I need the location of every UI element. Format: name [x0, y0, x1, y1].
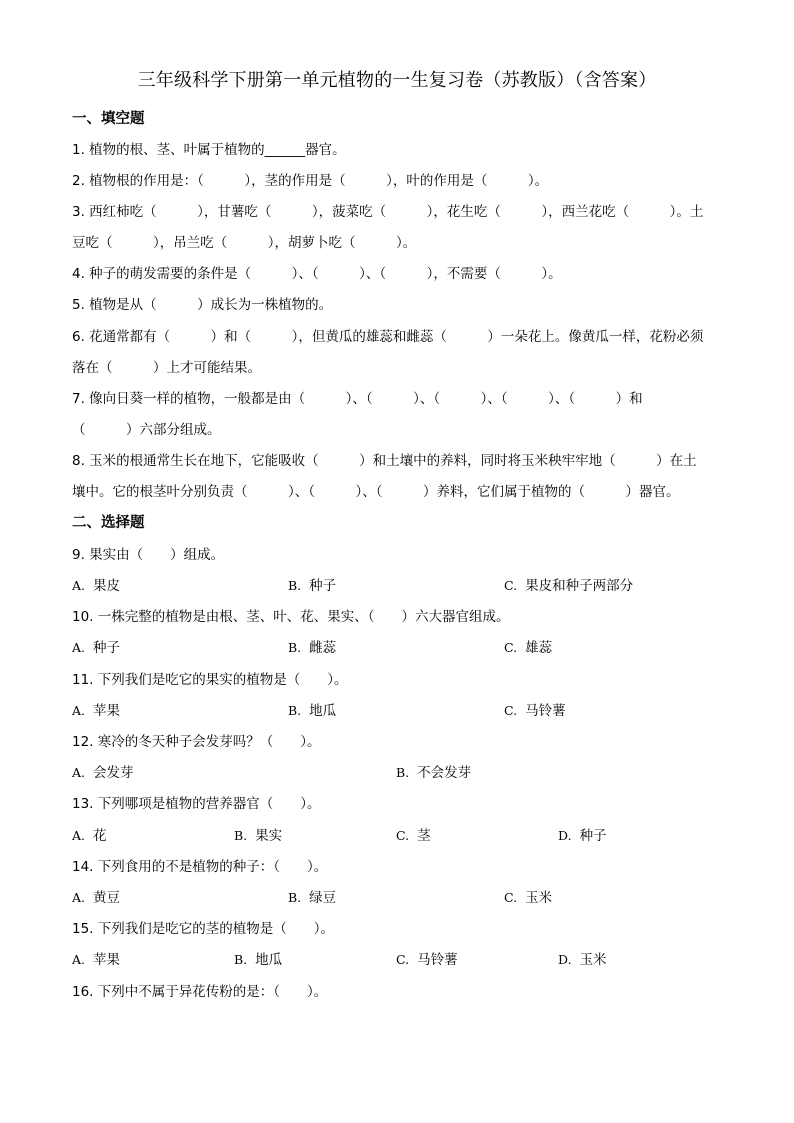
question-11: 11. 下列我们是吃它的果实的植物是（ ）。 [72, 672, 348, 688]
option-b: B. 绿豆 [288, 890, 337, 906]
option-a: A. 果皮 [72, 578, 121, 594]
question-10: 10. 一株完整的植物是由根、茎、叶、花、果实、（ ）六大器官组成。 [72, 609, 510, 625]
question-6-continued: 落在（ ）上才可能结果。 [72, 360, 261, 376]
option-d: D. 种子 [558, 828, 607, 844]
option-a: A. 会发芽 [72, 765, 134, 781]
question-13: 13. 下列哪项是植物的营养器官（ ）。 [72, 796, 321, 812]
option-a: A. 黄豆 [72, 890, 121, 906]
question-12: 12. 寒冷的冬天种子会发芽吗？（ ）。 [72, 734, 321, 750]
section-heading-fill-in: 一、填空题 [72, 111, 145, 127]
option-c: C. 马铃薯 [504, 703, 566, 719]
question-15: 15. 下列我们是吃它的茎的植物是（ ）。 [72, 921, 335, 937]
section-heading-choice: 二、选择题 [72, 515, 145, 531]
option-b: B. 地瓜 [234, 952, 283, 968]
option-b: B. 种子 [288, 578, 337, 594]
question-5: 5. 植物是从（ ）成长为一株植物的。 [72, 297, 333, 313]
option-b: B. 雌蕊 [288, 640, 337, 656]
option-c: C. 果皮和种子两部分 [504, 578, 634, 594]
option-c: C. 茎 [396, 828, 431, 844]
question-8: 8. 玉米的根通常生长在地下，它能吸收（ ）和土壤中的养料，同时将玉米秧牢牢地（ ）在土 [72, 453, 697, 469]
option-b: B. 地瓜 [288, 703, 337, 719]
question-3: 3. 西红柿吃（ ），甘薯吃（ ），菠菜吃（ ），花生吃（ ），西兰花吃（ ）。土 [72, 204, 704, 220]
option-c: C. 马铃薯 [396, 952, 458, 968]
option-b: B. 不会发芽 [396, 765, 472, 781]
question-14: 14. 下列食用的不是植物的种子：（ ）。 [72, 859, 328, 875]
question-7-continued: （ ）六部分组成。 [72, 422, 221, 438]
option-a: A. 苹果 [72, 952, 121, 968]
option-d: D. 玉米 [558, 952, 607, 968]
option-c: C. 雄蕊 [504, 640, 553, 656]
option-c: C. 玉米 [504, 890, 553, 906]
option-a: A. 苹果 [72, 703, 121, 719]
question-1: 1. 植物的根、茎、叶属于植物的______器官。 [72, 142, 346, 158]
question-16: 16. 下列中不属于异花传粉的是：（ ）。 [72, 984, 328, 1000]
question-4: 4. 种子的萌发需要的条件是（ ）、（ ）、（ ），不需要（ ）。 [72, 266, 562, 282]
document-title: 三年级科学下册第一单元植物的一生复习卷（苏教版）（含答案） [137, 70, 657, 91]
option-a: A. 种子 [72, 640, 121, 656]
question-6: 6. 花通常都有（ ）和（ ），但黄瓜的雄蕊和雌蕊（ ）一朵花上。像黄瓜一样，花粉必须 [72, 329, 704, 345]
question-3-continued: 豆吃（ ），吊兰吃（ ），胡萝卜吃（ ）。 [72, 235, 417, 251]
question-7: 7. 像向日葵一样的植物，一般都是由（ ）、（ ）、（ ）、（ ）、（ ）和 [72, 391, 643, 407]
question-2: 2. 植物根的作用是：（ ），茎的作用是（ ），叶的作用是（ ）。 [72, 173, 549, 189]
option-a: A. 花 [72, 828, 107, 844]
option-b: B. 果实 [234, 828, 283, 844]
question-9: 9. 果实由（ ）组成。 [72, 547, 225, 563]
question-8-continued: 壤中。它的根茎叶分别负责（ ）、（ ）、（ ）养料，它们属于植物的（ ）器官。 [72, 484, 680, 500]
